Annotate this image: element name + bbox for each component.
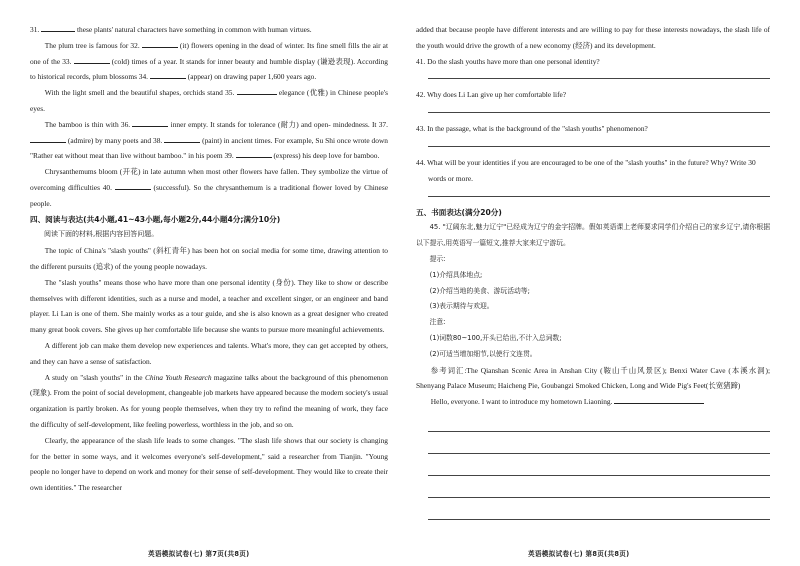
text-fragment: inner empty. It stands for tolerance (耐力) and open- (170, 119, 331, 129)
text-fragment: (admire) by many poets and 38. (67, 135, 163, 145)
note-2: (2)可适当增加细节,以使行文连贯。 (429, 349, 537, 358)
essay-first-line[interactable] (614, 395, 704, 404)
bamboo-paragraph (30, 117, 388, 164)
text-fragment: (cold) times of a year. It stands for inner beauty and (111, 56, 268, 66)
answer-blank-36[interactable] (132, 118, 168, 127)
spacer (416, 79, 770, 87)
tip-3: (3)表示期待与欢迎。 (429, 302, 494, 311)
text-fragment: (appear) on drawing paper 1,600 years ago. (187, 72, 317, 82)
question-45-prompt: 45. "辽阔东北,魅力辽宁"已经成为辽宁的金字招牌。假如英语课上老师要求同学们介绍自己的家乡辽宁,请你根据以下提示,用英语写一篇短文,推荐大家来辽宁游玩。 (416, 223, 770, 248)
text-fragment: With the light smell and the beautiful shapes, orchids stand 35. (44, 88, 235, 98)
answer-blank-40[interactable] (115, 181, 151, 190)
text-fragment: bamboo." in his poem 39. (157, 151, 234, 161)
text-fragment: elegance (优雅) in (278, 88, 336, 98)
spacer (416, 113, 770, 121)
text-fragment: Chinese people's eyes. (30, 88, 388, 113)
answer-blank-37[interactable] (30, 134, 66, 143)
section-4-title: 四、阅读与表达(共4小题,41~43小题,每小题2分,44小题4分;满分10分) (30, 214, 281, 224)
reading-paragraph-4 (30, 370, 388, 433)
text-fragment: (paint) in ancient (202, 135, 253, 145)
answer-blank-32[interactable] (142, 39, 178, 48)
text-fragment: (successful). So the chrysanthemum (153, 182, 264, 192)
page-footer-left: 英语模拟试卷(七) 第7页(共8页) (148, 550, 250, 558)
essay-line[interactable] (428, 454, 770, 476)
chrysanthemum-paragraph (30, 164, 388, 211)
essay-opening (416, 394, 770, 410)
text-fragment: (express) his deep love for bamboo. (273, 151, 380, 161)
text-fragment: symbolize the virtue of overcoming difficulties 40. (30, 167, 388, 192)
reading-paragraph-1: The topic of China's "slash youths" (斜杠青年) has been hot on social media for some time, drawing attention to the different pursuits (追求) of the young people nowadays. (30, 246, 388, 271)
essay-line[interactable] (428, 476, 770, 498)
tip-2: (2)介绍当地的美食、游玩活动等; (429, 286, 530, 295)
sentence-text: these plants' natural characters have something in common with human virtues. (76, 25, 312, 34)
text-fragment: (it) flowers opening in the dead of winter. Its fine (179, 40, 328, 50)
section-4-instruction: 阅读下面的材料,根据内容回答问题。 (44, 230, 159, 239)
magazine-title: China Youth Research (144, 372, 212, 382)
right-page (400, 0, 800, 566)
text-fragment: times. For example, Su Shi once wrote down "Rather eat without meat than live without (30, 135, 388, 161)
reading-paragraph-5: Clearly, the appearance of the slash life leads to some changes. "The slash life shows that our society is changing for the better in some ways, and it welcomes everyone's self-development," said a researcher from Tianjin. "Young people no longer have to depend on work and money for their sense of self-development. They would like to create their own identities." The researcher (30, 435, 388, 493)
text-fragment: The plum tree is famous for 32. (44, 40, 140, 50)
reading-paragraph-2: The "slash youths" means those who have more than one personal identity (身份). They like to show or describe themselves with different identities, such as a nurse and model, a teacher and excellent singer, or an engineer and band player. Li Lan is one of them. She mainly works as a tour guide, and she is also known as a great designer who created many great book covers. She gives up her comfortable life because she wants to pursue more meaningful achievements. (30, 277, 388, 335)
reference-vocabulary: 参考词汇:The Qianshan Scenic Area in Anshan City (鞍山千山风景区); Benxi Water Cave (本溪水洞); Shenyang Palace Museum; Haicheng Pie, Goubangzi Smoked Chicken, Long and Wide Pig's Feet(长宽猪蹄) (416, 365, 770, 391)
spacer (416, 147, 770, 155)
question-31 (30, 22, 388, 38)
question-41: 41. Do the slash youths have more than one personal identity? (416, 56, 600, 66)
spacer (416, 187, 770, 195)
essay-line[interactable] (428, 498, 770, 520)
spacer (416, 137, 770, 145)
question-number: 31. (30, 25, 40, 34)
spacer (416, 69, 770, 77)
tips-label: 提示: (429, 254, 446, 263)
notes-label: 注意: (429, 318, 446, 327)
essay-line[interactable] (428, 410, 770, 432)
answer-blank-31[interactable] (41, 23, 75, 32)
question-43: 43. In the passage, what is the background of the "slash youths" phenomenon? (416, 124, 648, 134)
answer-blank-34[interactable] (150, 70, 186, 79)
text-fragment: Hello, everyone. I want to introduce my hometown Liaoning. (430, 397, 613, 407)
question-44: 44. What will be your identities if you are encouraged to be one of the "slash youths" in the future? Why? Write 30 words or more. (416, 157, 756, 183)
plum-paragraph (30, 38, 388, 85)
text-fragment: mindedness. It 37. (332, 119, 388, 129)
reading-paragraph-continued: added that because people have different interests and are willing to pay for these interests nowadays, the slash life of the youth would drive the growth of a new economy (经济) and its development. (416, 25, 770, 50)
text-fragment: is a traditional flower loved by Chinese people. (30, 182, 388, 208)
answer-blank-39[interactable] (236, 149, 272, 158)
tip-1: (1)介绍具体地点; (429, 270, 483, 279)
text-fragment: smell fills the air at one of the 33. (30, 40, 388, 66)
question-42: 42. Why does Li Lan give up her comfortable life? (416, 90, 567, 100)
text-fragment: Chrysanthemums bloom (开花) in late autumn when most other flowers have fallen. They (44, 167, 317, 177)
note-1: (1)词数80~100,开头已给出,不计入总词数; (429, 333, 562, 342)
text-fragment: humble display (谦逊表现). According to historical records, plum blossoms 34. (30, 56, 389, 82)
answer-blank-33[interactable] (74, 55, 110, 64)
text-fragment: A study on "slash youths" in the (44, 372, 145, 382)
section-5-title: 五、书面表达(满分20分) (416, 207, 502, 217)
essay-line[interactable] (428, 432, 770, 454)
spacer (416, 197, 770, 205)
page-footer-right: 英语模拟试卷(七) 第8页(共8页) (528, 550, 630, 558)
reading-paragraph-3: A different job can make them develop new experiences and talents. What's more, they can get accepted by others, and they can have a sense of satisfaction. (30, 340, 388, 366)
text-fragment: The bamboo is thin with 36. (44, 119, 131, 129)
answer-blank-35[interactable] (237, 86, 277, 95)
orchid-paragraph (30, 85, 388, 117)
answer-blank-38[interactable] (164, 134, 200, 143)
text-fragment: magazine talks about the background of this phenomenon (现象). From the point of social development, changeable job markets have appeared because the modern society's usual organization is partly broken. As for young people themselves, when they try to refind the meaning of work, they face the difficulty of self-development, like feeling powerless, worthless in the job, and so on. (30, 372, 388, 429)
spacer (416, 103, 770, 111)
